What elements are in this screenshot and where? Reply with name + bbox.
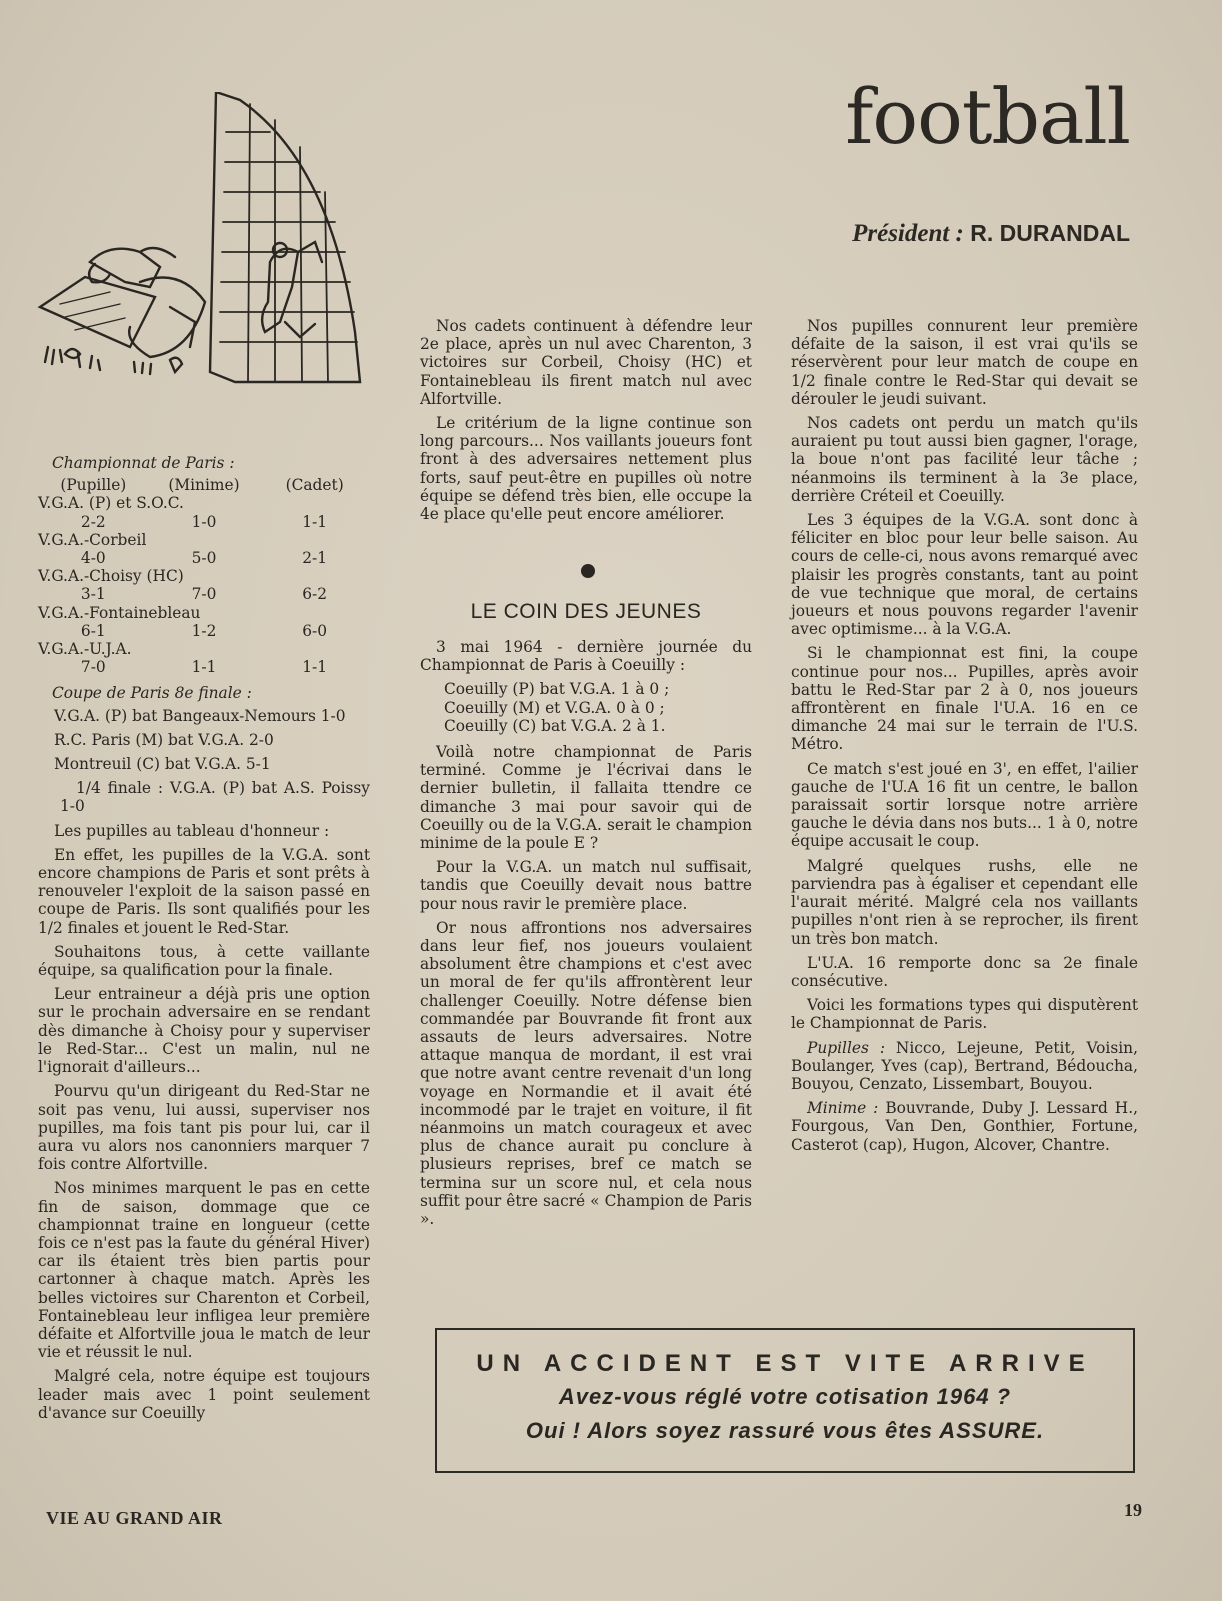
score-cell: 1-1 — [191, 658, 217, 677]
score-cell: 1-1 — [302, 512, 328, 531]
score-cell: 1-2 — [191, 621, 217, 640]
match-name: V.G.A. (P) et S.O.C. — [38, 494, 184, 513]
table-header-row — [38, 476, 370, 494]
pupilles-lineup — [791, 1039, 1138, 1094]
table-row — [38, 622, 370, 640]
paragraph: Ce match s'est joué en 3', en effet, l'ailier gauche de l'U.A 16 fit un centre, le ballon paraissait sortir lorsque notre arrière gauche le dévia dans nos buts... 1 à 0, notre équipe accusait le coup. — [791, 759, 1138, 851]
section-bullet-icon — [581, 564, 595, 578]
paragraph: Malgré quelques rushs, elle ne parviendra pas à égaliser et cependant elle l'aurait mérité. Malgré cela nos vaillants pupilles n'ont rien à se reprocher, ils firent un très bon match. — [791, 856, 1138, 948]
coupe-result: R.C. Paris (M) bat V.G.A. 2-0 — [54, 730, 274, 749]
match-name: V.G.A.-Choisy (HC) — [38, 567, 184, 586]
minime-text: Bouvrande, Duby J. Lessard H., Fourgous, Van Den, Gonthier, Fortune, Casterot (cap), Hugon, Alcover, Chantre. — [791, 1099, 1138, 1154]
column-middle — [420, 317, 752, 529]
score-cell: 2-2 — [80, 512, 106, 531]
header-minime: (Minime) — [168, 476, 240, 495]
paragraph: Nos cadets continuent à défendre leur 2e place, après un nul avec Charenton, 3 victoires sur Corbeil, Choisy (HC) et Fontainebleau ils firent match nul avec Alfortville. — [420, 317, 752, 408]
column-middle-lower — [420, 638, 752, 1234]
paragraph: Voilà notre championnat de Paris terminé. Comme je l'écrivai dans le dernier bulletin, il fallaita ttendre ce dimanche 3 mai pour savoir qui de Coeuilly ou de la V.G.A. serait le champion minime de la poule E ? — [420, 743, 752, 853]
paragraph: L'U.A. 16 remporte donc sa 2e finale consécutive. — [791, 953, 1138, 990]
coupe-result: 1/4 finale : V.G.A. (P) bat A.S. Poissy 1-0 — [60, 779, 370, 816]
publication-name: VIE AU GRAND AIR — [46, 1508, 223, 1528]
paragraph: Le critérium de la ligne continue son long parcours... Nos vaillants joueurs font front à des adversaires nettement plus forts, sauf peut-être en pupilles où notre équipe se défend très bien, elle occupe la 4e place qu'elle peut encore améliorer. — [420, 414, 752, 524]
score-cell: 6-0 — [302, 621, 328, 640]
pupilles-label: Pupilles : — [807, 1038, 885, 1057]
table-row — [38, 585, 370, 603]
notice-line: Oui ! Alors soyez rassuré vous êtes ASSURE. — [525, 1418, 1045, 1443]
list-item: Coeuilly (M) et V.G.A. 0 à 0 ; — [444, 698, 665, 717]
notice-line: Avez-vous réglé votre cotisation 1964 ? — [558, 1384, 1012, 1409]
score-cell: 2-1 — [302, 549, 328, 568]
notice-headline: UN ACCIDENT EST VITE ARRIVE — [476, 1350, 1094, 1377]
score-cell: 7-0 — [191, 585, 217, 604]
president-label: Président : — [852, 220, 964, 247]
results-table — [38, 476, 370, 676]
page-title: football — [845, 72, 1130, 161]
minime-label: Minime : — [807, 1099, 879, 1118]
paragraph: Pourvu qu'un dirigeant du Red-Star ne soit pas venu, lui aussi, superviser nos pupilles, ma fois tant pis pour lui, car il aura vu alors nos canonniers marquer 7 fois contre Alfortville. — [38, 1082, 370, 1174]
section-title: LE COIN DES JEUNES — [470, 600, 702, 623]
paragraph: Malgré cela, notre équipe est toujours leader mais avec 1 point seulement d'avance sur Coeuilly — [38, 1367, 370, 1422]
page-number: 19 — [1124, 1500, 1142, 1520]
paragraph: Si le championnat est fini, la coupe continue pour nos... Pupilles, après avoir battu le Red-Star par 2 à 0, nos joueurs affrontèrent en finale l'U.A. 16 en ce dimanche 24 mai sur le terrain de l'U.S. Métro. — [791, 644, 1138, 754]
score-cell: 1-0 — [191, 512, 217, 531]
president-name: R. DURANDAL — [970, 220, 1130, 246]
championnat-heading: Championnat de Paris : — [52, 454, 235, 472]
match-name: V.G.A.-Fontainebleau — [38, 603, 201, 622]
paragraph: Voici les formations types qui disputèrent le Championnat de Paris. — [791, 996, 1138, 1033]
table-row — [38, 549, 370, 567]
score-cell: 5-0 — [191, 549, 217, 568]
minime-lineup — [791, 1099, 1138, 1154]
president-line — [852, 220, 1130, 248]
paragraph: En effet, les pupilles de la V.G.A. sont encore champions de Paris et sont prêts à renouveler l'exploit de la saison passé en coupe de Paris. Ils sont qualifiés pour les 1/2 finales et jouent le Red-Star. — [38, 845, 370, 937]
paragraph: Leur entraineur a déjà pris une option sur le prochain adversaire en se rendant dès dimanche à Choisy pour y superviser le Red-Star... C'est un malin, nul ne l'ignorait d'ailleurs... — [38, 985, 370, 1077]
header-cadet: (Cadet) — [285, 476, 344, 495]
score-cell: 6-1 — [80, 621, 106, 640]
table-row — [38, 494, 370, 512]
match-name: V.G.A.-Corbeil — [38, 530, 147, 549]
score-cell: 7-0 — [80, 658, 106, 677]
paragraph: Nos cadets ont perdu un match qu'ils auraient pu tout aussi bien gagner, l'orage, la boue n'ont pas facilité leur tâche ; néanmoins ils terminent à la 3e place, derrière Créteil et Coeuilly. — [791, 414, 1138, 505]
coupe-result: V.G.A. (P) bat Bangeaux-Nemours 1-0 — [54, 706, 346, 725]
football-goal-cartoon-icon — [30, 92, 370, 402]
list-item: Coeuilly (C) bat V.G.A. 2 à 1. — [444, 716, 666, 735]
insurance-notice-box — [435, 1328, 1135, 1473]
coupe-heading: Coupe de Paris 8e finale : — [52, 684, 252, 703]
table-row — [38, 567, 370, 585]
table-row — [38, 531, 370, 549]
match-name: V.G.A.-U.J.A. — [38, 640, 132, 659]
table-row — [38, 640, 370, 658]
paragraph: 3 mai 1964 - dernière journée du Championnat de Paris à Coeuilly : — [420, 638, 752, 675]
table-row — [38, 604, 370, 622]
list-item: Coeuilly (P) bat V.G.A. 1 à 0 ; — [444, 680, 670, 699]
paragraph: Souhaitons tous, à cette vaillante équipe, sa qualification pour la finale. — [38, 942, 370, 980]
score-cell: 3-1 — [80, 585, 106, 604]
paragraph: Nos minimes marquent le pas en cette fin de saison, dommage que ce championnat traine en longueur (cette fois ce n'est pas la faute du général Hiver) car ils étaient très bien partis pour cartonner à chaque match. Après les belles victoires sur Charenton et Corbeil, Fontainebleau leur infligea leur première défaite et Alfortville joua le match de leur vie et réussit le nul. — [38, 1179, 370, 1362]
score-cell: 1-1 — [302, 658, 328, 677]
paragraph: Pour la V.G.A. un match nul suffisait, tandis que Coeuilly devait nous battre pour nous ravir le première place. — [420, 858, 752, 913]
column-left — [38, 452, 370, 1428]
paragraph: Les pupilles au tableau d'honneur : — [54, 821, 330, 840]
pupilles-text: Nicco, Lejeune, Petit, Voisin, Boulanger, Yves (cap), Bertrand, Bédoucha, Bouyou, Cenzato, Lissembart, Bouyou. — [791, 1038, 1138, 1093]
table-row — [38, 513, 370, 531]
paragraph: Les 3 équipes de la V.G.A. sont donc à féliciter en bloc pour leur belle saison. Au cours de celle-ci, nous avons remarqué avec plaisir les progrès constants, tant au point de vue technique que moral, de certains joueurs et nous pouvons regarder l'avenir avec optimisme... à la V.G.A. — [791, 511, 1138, 639]
coupe-result: Montreuil (C) bat V.G.A. 5-1 — [54, 755, 271, 774]
paragraph: Or nous affrontions nos adversaires dans leur fief, nos joueurs voulaient absolument être champions et c'est avec un moral de fer qu'ils affrontèrent leur challenger Coeuilly. Notre défense bien commandée par Bouvrande fit front aux assauts de leurs adversaires. Notre attaque manqua de mordant, il est vrai que notre avant centre revenait d'un long voyage en Normandie et il avait été incommodé par le trajet en voiture, il fit néanmoins un match courageux et avec plus de chance aurait pu conclure à plusieurs reprises, bref ce match se termina sur un score nul, et cela nous suffit pour être sacré « Champion de Paris ». — [420, 918, 752, 1229]
table-row — [38, 658, 370, 676]
header-pupille: (Pupille) — [60, 476, 127, 495]
column-right — [791, 317, 1138, 1160]
score-cell: 6-2 — [302, 585, 328, 604]
paragraph: Nos pupilles connurent leur première défaite de la saison, il est vrai qu'ils se réservèrent pour leur match de coupe en 1/2 finale contre le Red-Star qui devait se dérouler le jeudi suivant. — [791, 317, 1138, 408]
score-cell: 4-0 — [80, 549, 106, 568]
results-list — [444, 680, 752, 735]
